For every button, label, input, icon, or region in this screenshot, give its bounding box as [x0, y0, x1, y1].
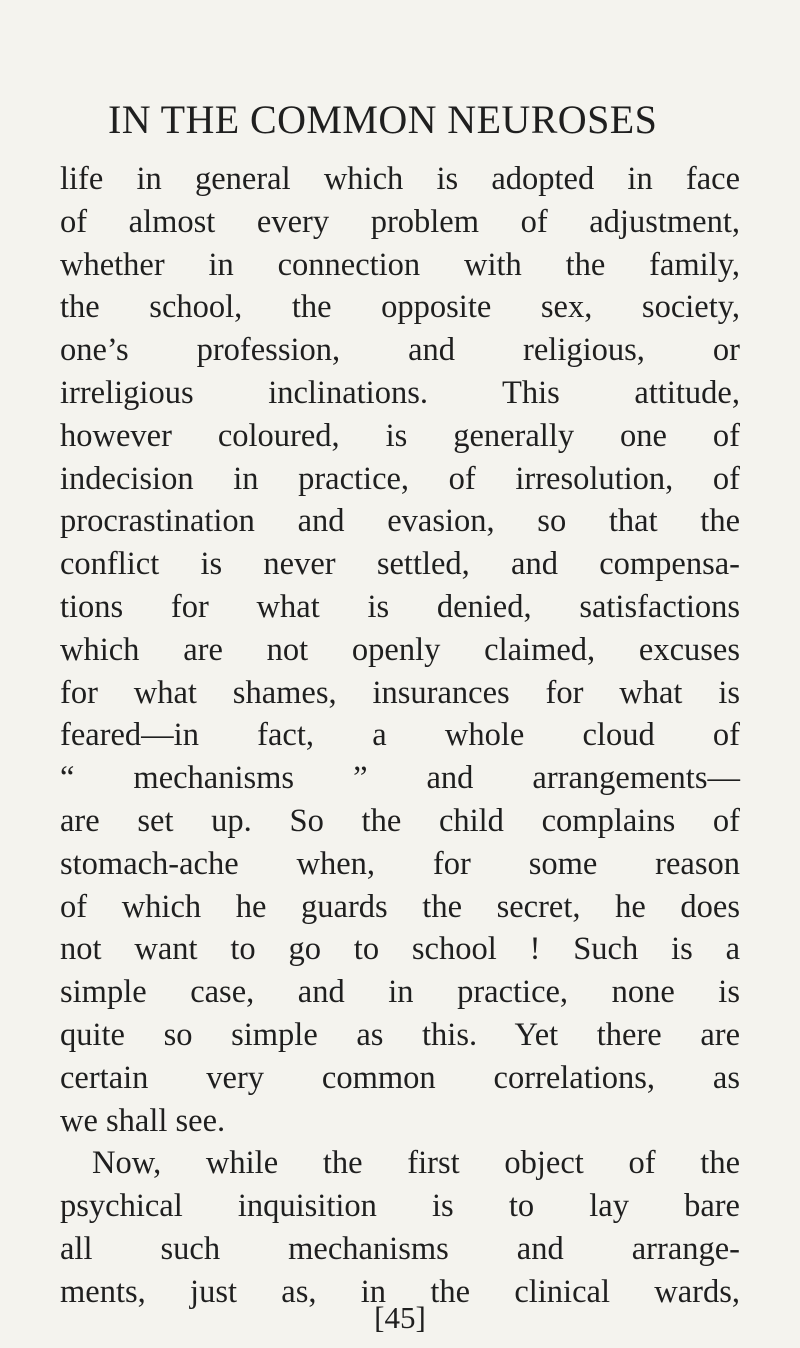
text-line: certain very common correlations, as [60, 1059, 740, 1096]
text-line: however coloured, is generally one of [60, 417, 740, 454]
text-line: stomach-ache when, for some reason [60, 845, 740, 882]
text-line: ments, just as, in the clinical wards, [60, 1273, 740, 1310]
paragraph-end-line: we shall see. [60, 1102, 226, 1139]
text-line: the school, the opposite sex, society, [60, 289, 740, 326]
text-line: indecision in practice, of irresolution, of [60, 460, 740, 497]
text-line: whether in connection with the family, [60, 246, 740, 283]
text-line: life in general which is adopted in face [60, 161, 740, 197]
running-head: IN THE COMMON NEUROSES [108, 97, 658, 142]
text-line: irreligious inclinations. This attitude, [60, 374, 740, 411]
text-line: quite so simple as this. Yet there are [60, 1016, 740, 1053]
text-line: procrastination and evasion, so that the [60, 503, 740, 540]
text-line: “ mechanisms ” and arrangements— [60, 760, 740, 797]
page-number: [45] [374, 1300, 426, 1335]
text-line: not want to go to school ! Such is a [60, 931, 740, 968]
text-line: which are not openly claimed, excuses [60, 631, 740, 668]
text-line: one’s profession, and religious, or [60, 332, 740, 369]
body-text [60, 158, 740, 1314]
text-line: of which he guards the secret, he does [60, 888, 740, 925]
text-line: for what shames, insurances for what is [60, 674, 740, 711]
text-line: all such mechanisms and arrange- [60, 1230, 740, 1267]
text-line: simple case, and in practice, none is [60, 974, 740, 1011]
text-line: conflict is never settled, and compensa- [60, 546, 740, 583]
text-line: feared—in fact, a whole cloud of [60, 717, 740, 754]
paragraph-start-line: Now, while the first object of the [92, 1145, 740, 1182]
text-line: are set up. So the child complains of [60, 802, 740, 839]
text-line: of almost every problem of adjustment, [60, 203, 740, 240]
text-line: tions for what is denied, satisfactions [60, 588, 740, 625]
text-line: psychical inquisition is to lay bare [60, 1188, 740, 1225]
